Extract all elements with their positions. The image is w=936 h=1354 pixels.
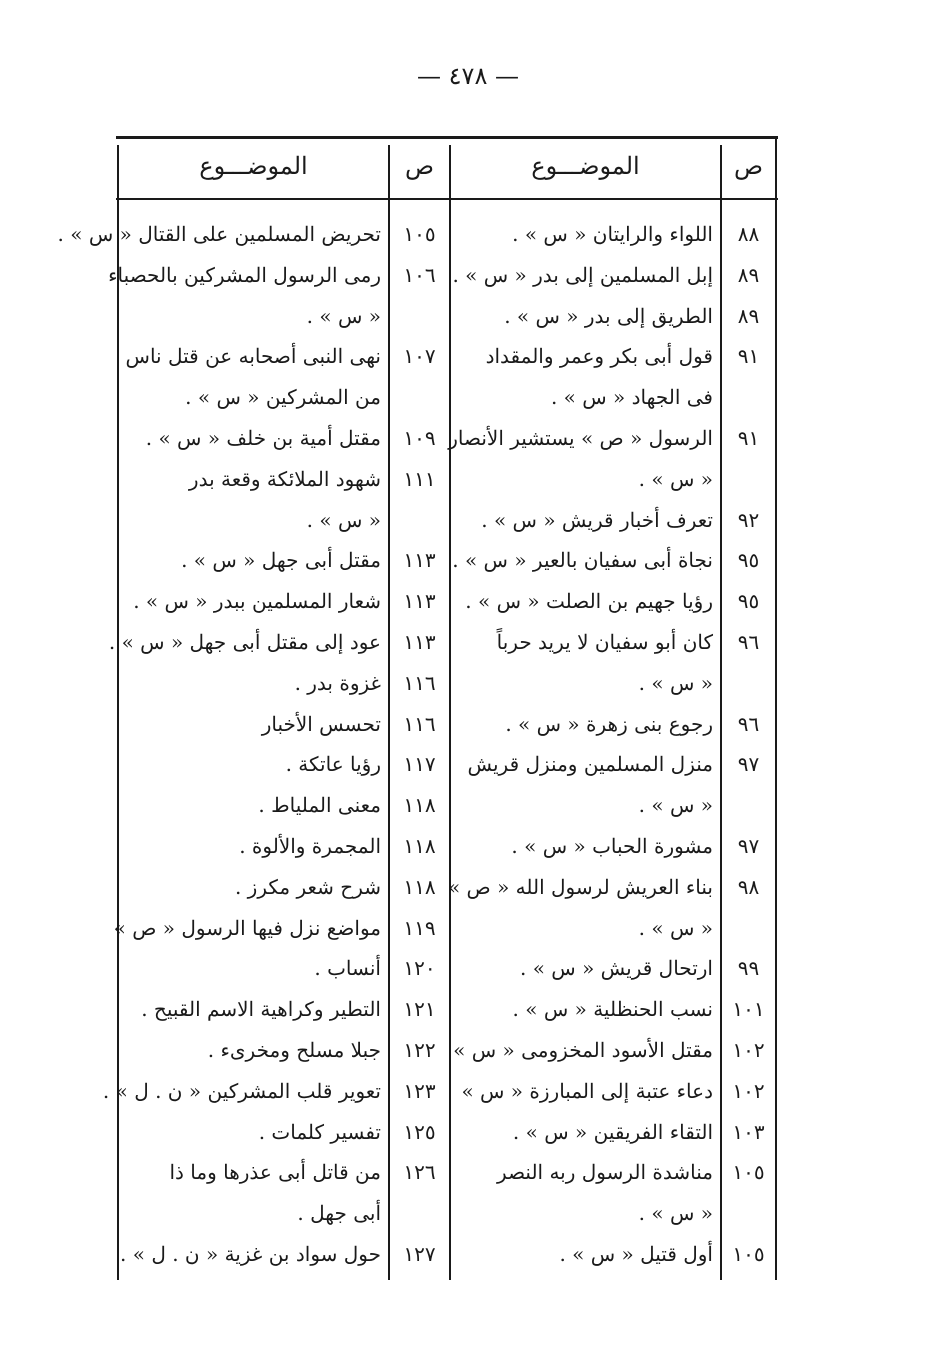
table-row: [0, 948, 936, 988]
page-number-left: ١١٣: [403, 548, 436, 573]
page-number-left: ١١٦: [403, 711, 436, 736]
topic-right: منزل المسلمين ومنزل قريش: [467, 752, 713, 777]
page-number-left: ١١٣: [403, 589, 436, 614]
topic-right: « س » .: [638, 915, 713, 940]
header-page-left: ص: [404, 152, 434, 180]
page-number-right: [722, 785, 775, 825]
header-bottom-border: [116, 198, 778, 200]
table-row: [0, 785, 936, 825]
topic-right: تعرف أخبار قريش « س » .: [481, 507, 713, 532]
topic-left: تعوير قلب المشركين « ن . ل » .: [102, 1078, 381, 1103]
topic-left: أنساب .: [314, 956, 381, 981]
topic-right: كان أبو سفيان لا يريد حرباً: [496, 630, 713, 654]
topic-left: مقتل أمية بن خلف « س » .: [145, 426, 381, 450]
page-number-right: [722, 663, 775, 703]
topic-right: مناشدة الرسول ربه النصر: [497, 1160, 713, 1185]
page-number-right: [722, 908, 775, 948]
page-number-left: ١١٣: [403, 630, 436, 654]
page-number-left: ١٢٧: [403, 1242, 436, 1266]
topic-left: من قاتل أبى عذرها وما ذا: [169, 1160, 381, 1185]
table-row: [0, 214, 936, 254]
table-row: [0, 418, 936, 458]
table-row: [0, 377, 936, 417]
table-row: [0, 1071, 936, 1111]
topic-right: نجاة أبى سفيان بالعير « س » .: [452, 548, 713, 573]
table-row: [0, 296, 936, 336]
page-number-left: ١١٧: [403, 752, 436, 777]
page-number-left: [390, 1193, 449, 1233]
topic-right: رؤيا جهيم بن الصلت « س » .: [465, 589, 713, 614]
page-number-right: ٩٦: [737, 630, 760, 654]
topic-left: عود إلى مقتل أبى جهل « س » .: [108, 630, 381, 654]
page-number-left: ١٠٧: [403, 344, 436, 369]
table-row: [0, 908, 936, 948]
topic-left: معنى الملياط .: [258, 793, 381, 818]
page-number-right: ٩٦: [737, 711, 760, 736]
table-row: [0, 336, 936, 376]
page-number-left: ١١١: [403, 466, 436, 491]
topic-left: من المشركين « س » .: [185, 385, 381, 410]
page-number-left: [390, 377, 449, 417]
page-number-right: ١٠٢: [732, 1038, 765, 1062]
page-number-left: ١١٩: [403, 915, 436, 940]
topic-right: قول أبى بكر وعمر والمقداد: [485, 344, 713, 369]
page-number-right: ٩٨: [737, 874, 760, 899]
page-number-right: ١٠٥: [732, 1160, 765, 1185]
page-number-right: [722, 459, 775, 499]
topic-left: تفسير كلمات .: [258, 1119, 381, 1144]
page-number-left: [390, 500, 449, 540]
page-number-left: [390, 296, 449, 336]
page-number-right: [722, 1193, 775, 1233]
topic-right: الرسول « ص » يستشير الأنصار: [448, 426, 713, 450]
topic-right: رجوع بنى زهرة « س » .: [505, 711, 713, 736]
header-page-right: ص: [733, 152, 763, 180]
page-number-left: ١٢٣: [403, 1078, 436, 1103]
table-row: [0, 459, 936, 499]
topic-left: شهود الملائكة وقعة بدر: [188, 466, 381, 491]
table-row: [0, 826, 936, 866]
topic-right: « س » .: [638, 670, 713, 695]
topic-right: الطريق إلى بدر « س » .: [504, 303, 713, 328]
topic-right: بناء العريش لرسول الله « ص »: [447, 874, 713, 899]
topic-left: تحريض المسلمين على القتال « س » .: [57, 222, 381, 246]
topic-left: « س » .: [306, 303, 381, 328]
topic-right: التقاء الفريقين « س » .: [512, 1119, 713, 1144]
topic-left: نهى النبى أصحابه عن قتل ناس: [125, 344, 381, 369]
page-number-right: ١٠٢: [732, 1078, 765, 1103]
table-row: [0, 1112, 936, 1152]
table-row: [0, 622, 936, 662]
topic-left: رمى الرسول المشركين بالحصباء: [108, 262, 381, 287]
table-row: [0, 867, 936, 907]
topic-right: نسب الحنظلية « س » .: [512, 997, 713, 1022]
page-number-left: ١٠٦: [403, 262, 436, 287]
table-top-border: [116, 136, 778, 139]
page-number-left: ١٢٦: [403, 1160, 436, 1185]
page-number-right: ٨٩: [737, 303, 760, 328]
table-row: [0, 1234, 936, 1274]
topic-left: تحسس الأخبار: [261, 711, 381, 736]
page-number-right: ٩٥: [737, 548, 760, 573]
topic-left: حول سواد بن غزية « ن . ل » .: [120, 1242, 381, 1266]
table-row: [0, 663, 936, 703]
topic-right: « س » .: [638, 466, 713, 491]
topic-right: اللواء والرايتان « س » .: [512, 222, 713, 246]
topic-left: شعار المسلمين ببدر « س » .: [133, 589, 381, 614]
table-row: [0, 500, 936, 540]
page-number-right: ٩٧: [737, 752, 760, 777]
table-row: [0, 1193, 936, 1233]
table-row: [0, 704, 936, 744]
page-number-right: ٩٧: [737, 834, 760, 858]
page-number-left: ١٢٥: [403, 1119, 436, 1144]
table-row: [0, 255, 936, 295]
topic-left: « س » .: [306, 507, 381, 532]
page-number: — ٤٧٨ —: [417, 62, 519, 90]
topic-left: رؤيا عاتكة .: [285, 752, 381, 777]
topic-left: جبلا مسلح ومخرىء .: [207, 1038, 381, 1062]
page-number-right: ٩٩: [737, 956, 760, 981]
table-row: [0, 1030, 936, 1070]
page-number-right: ١٠٣: [732, 1119, 765, 1144]
topic-right: ارتحال قريش « س » .: [519, 956, 713, 981]
page-number-left: ١٢٠: [403, 956, 436, 981]
page-number-right: ٩٥: [737, 589, 760, 614]
page-number-right: ٨٩: [737, 262, 760, 287]
page-number-left: ١٢١: [403, 997, 436, 1022]
header-topic-right: الموضـــوع: [531, 152, 640, 180]
page-number-right: ١٠٥: [732, 1242, 765, 1266]
page-number-right: ٩١: [737, 344, 760, 369]
page-number-right: ٩١: [737, 426, 760, 450]
topic-right: فى الجهاد « س » .: [550, 385, 713, 410]
topic-right: « س » .: [638, 1201, 713, 1226]
topic-right: أول قتيل « س » .: [559, 1242, 713, 1266]
table-row: [0, 581, 936, 621]
topic-left: المجمرة والألوة .: [239, 834, 381, 858]
topic-right: مشورة الحباب « س » .: [511, 834, 713, 858]
topic-left: شرح شعر مكرز .: [234, 874, 381, 899]
topic-right: مقتل الأسود المخزومى « س »: [453, 1038, 713, 1062]
topic-right: « س » .: [638, 793, 713, 818]
page-number-right: ٨٨: [737, 222, 760, 246]
page-number-right: ١٠١: [732, 997, 765, 1022]
table-row: [0, 989, 936, 1029]
page-number-left: ١١٨: [403, 834, 436, 858]
topic-left: مواضع نزل فيها الرسول « ص »: [113, 915, 381, 940]
topic-right: إبل المسلمين إلى بدر « س » .: [452, 262, 713, 287]
page-number-left: ١١٨: [403, 793, 436, 818]
topic-left: أبى جهل .: [297, 1201, 381, 1226]
page-number-left: ١١٨: [403, 874, 436, 899]
table-row: [0, 744, 936, 784]
table-row: [0, 1152, 936, 1192]
page-number-left: ١٠٩: [403, 426, 436, 450]
page-number-right: [722, 377, 775, 417]
page-number-left: ١٢٢: [403, 1038, 436, 1062]
topic-left: مقتل أبى جهل « س » .: [181, 548, 381, 573]
page-number-right: ٩٢: [737, 507, 760, 532]
page-number-left: ١١٦: [403, 670, 436, 695]
topic-right: دعاء عتبة إلى المبارزة « س »: [461, 1078, 713, 1103]
table-row: [0, 540, 936, 580]
header-topic-left: الموضـــوع: [199, 152, 308, 180]
page-number-left: ١٠٥: [403, 222, 436, 246]
topic-left: التطير وكراهية الاسم القبيح .: [141, 997, 381, 1022]
topic-left: غزوة بدر .: [294, 670, 381, 695]
